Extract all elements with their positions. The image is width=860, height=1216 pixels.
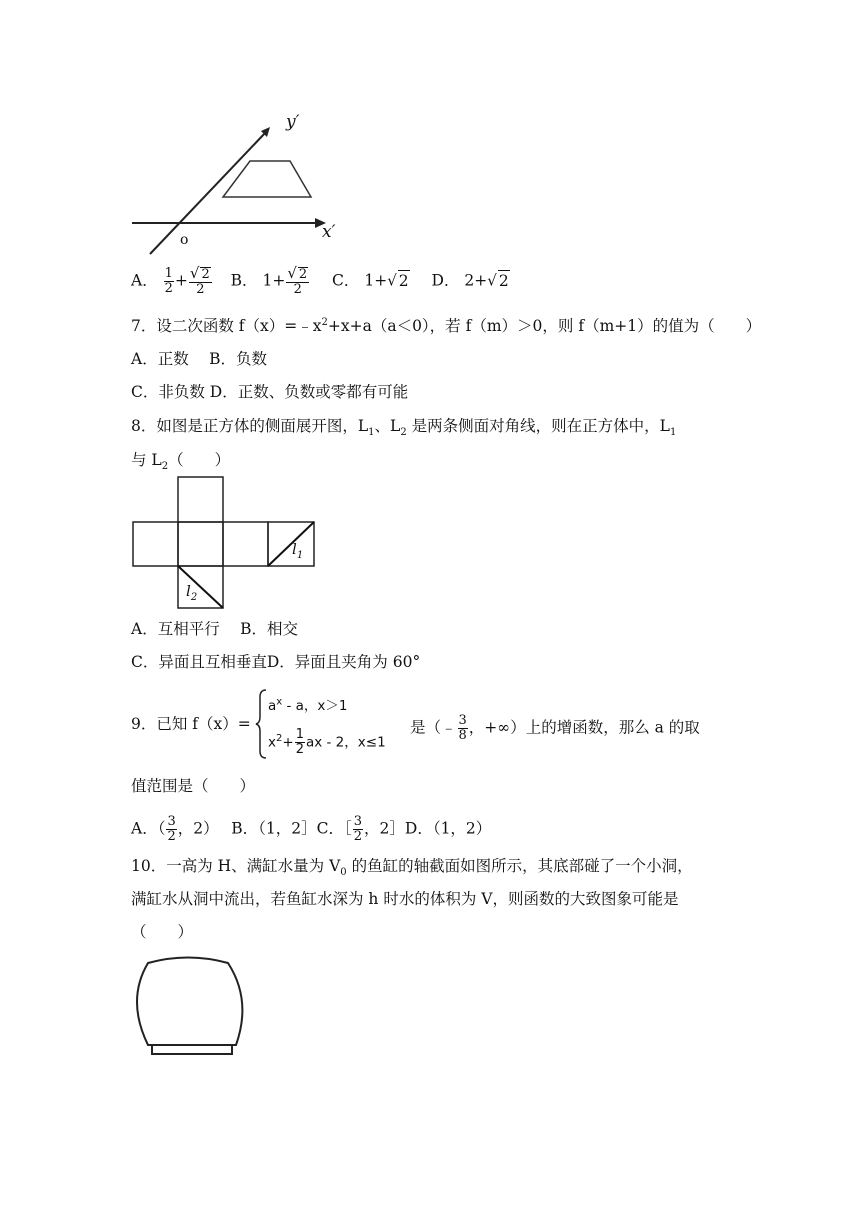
origin-label: o [180, 232, 189, 248]
q8-options-ab: A．互相平行 B．相交 [131, 620, 299, 638]
q10-line-3: （ ） [131, 923, 194, 941]
q9-line-2: 值范围是（ ） [131, 777, 256, 795]
x-axis-label: x′ [322, 222, 336, 242]
q6-option-b-label: B． [230, 271, 258, 290]
piecewise-case-2: $x^2+$ $\frac{1}{2}$ ax - 2，x≤1 [268, 727, 386, 757]
q10-line-1: 10．一高为 H、满缸水量为 $V_0$ 的鱼缸的轴截面如图所示，其底部碰了一个小洞， [131, 857, 693, 879]
q6-b-fraction: $\frac{√ 2}{2}$ [287, 264, 308, 297]
tank-body [137, 958, 242, 1046]
q6-options: A． $\frac{1}{2}$ + $\frac{√ 2}{2}$ B． 1+ $\frac{√ 2}{2}$ C． 1+√ 2 D． 2+√ 2 [131, 264, 509, 297]
q10-line-2: 满缸水从洞中流出，若鱼缸水深为 h 时水的体积为 V，则函数的大致图象可能是 [131, 890, 679, 908]
q8-options-cd: C．异面且互相垂直D．异面且夹角为 60° [131, 653, 421, 671]
q9-interval: 是（﹣ $\frac{3}{8}$ ，+∞）上的增函数，那么 a 的取 [410, 713, 700, 743]
q6-option-c-label: C． [332, 271, 360, 290]
q6-a-fraction-1: $\frac{1}{2}$ [164, 266, 173, 296]
q6-option-d-label: D． [431, 271, 460, 290]
q7-options-cd: C．非负数 D．正数、负数或零都有可能 [131, 383, 409, 401]
y-axis-label: y′ [286, 112, 300, 132]
q9-options: A．（ $\frac{3}{2}$ ，2） B．（1，2］C．［ $\frac{3}{2}$ ，2］D．（1，2） [131, 814, 492, 844]
q8-stem-line-2: 与 $L_2$（ ） [131, 451, 231, 473]
label-l1: $l_1$ [292, 540, 304, 561]
q7-options-ab: A．正数 B．负数 [131, 350, 268, 368]
q7-stem: 7．设二次函数 $f(x)=﹣x^2+x+a(a<0)$，若 f（m）＞0，则 f（m+1）的值为（ ） [131, 316, 762, 335]
piecewise-case-1: $a^x$ - a，x＞1 [268, 696, 348, 714]
q6-option-a-label: A． [131, 271, 158, 290]
q9-lead: 9．已知 f（x）= [131, 715, 251, 733]
q6-a-fraction-2: $\frac{√ 2}{2}$ [189, 264, 210, 297]
tank-base [152, 1045, 232, 1054]
q8-stem-line-1: 8．如图是正方体的侧面展开图，$L_1$、$L_2$ 是两条侧面对角线，则在正方体中，$L_1$ [131, 417, 677, 439]
label-l2: $l_2$ [186, 582, 198, 603]
